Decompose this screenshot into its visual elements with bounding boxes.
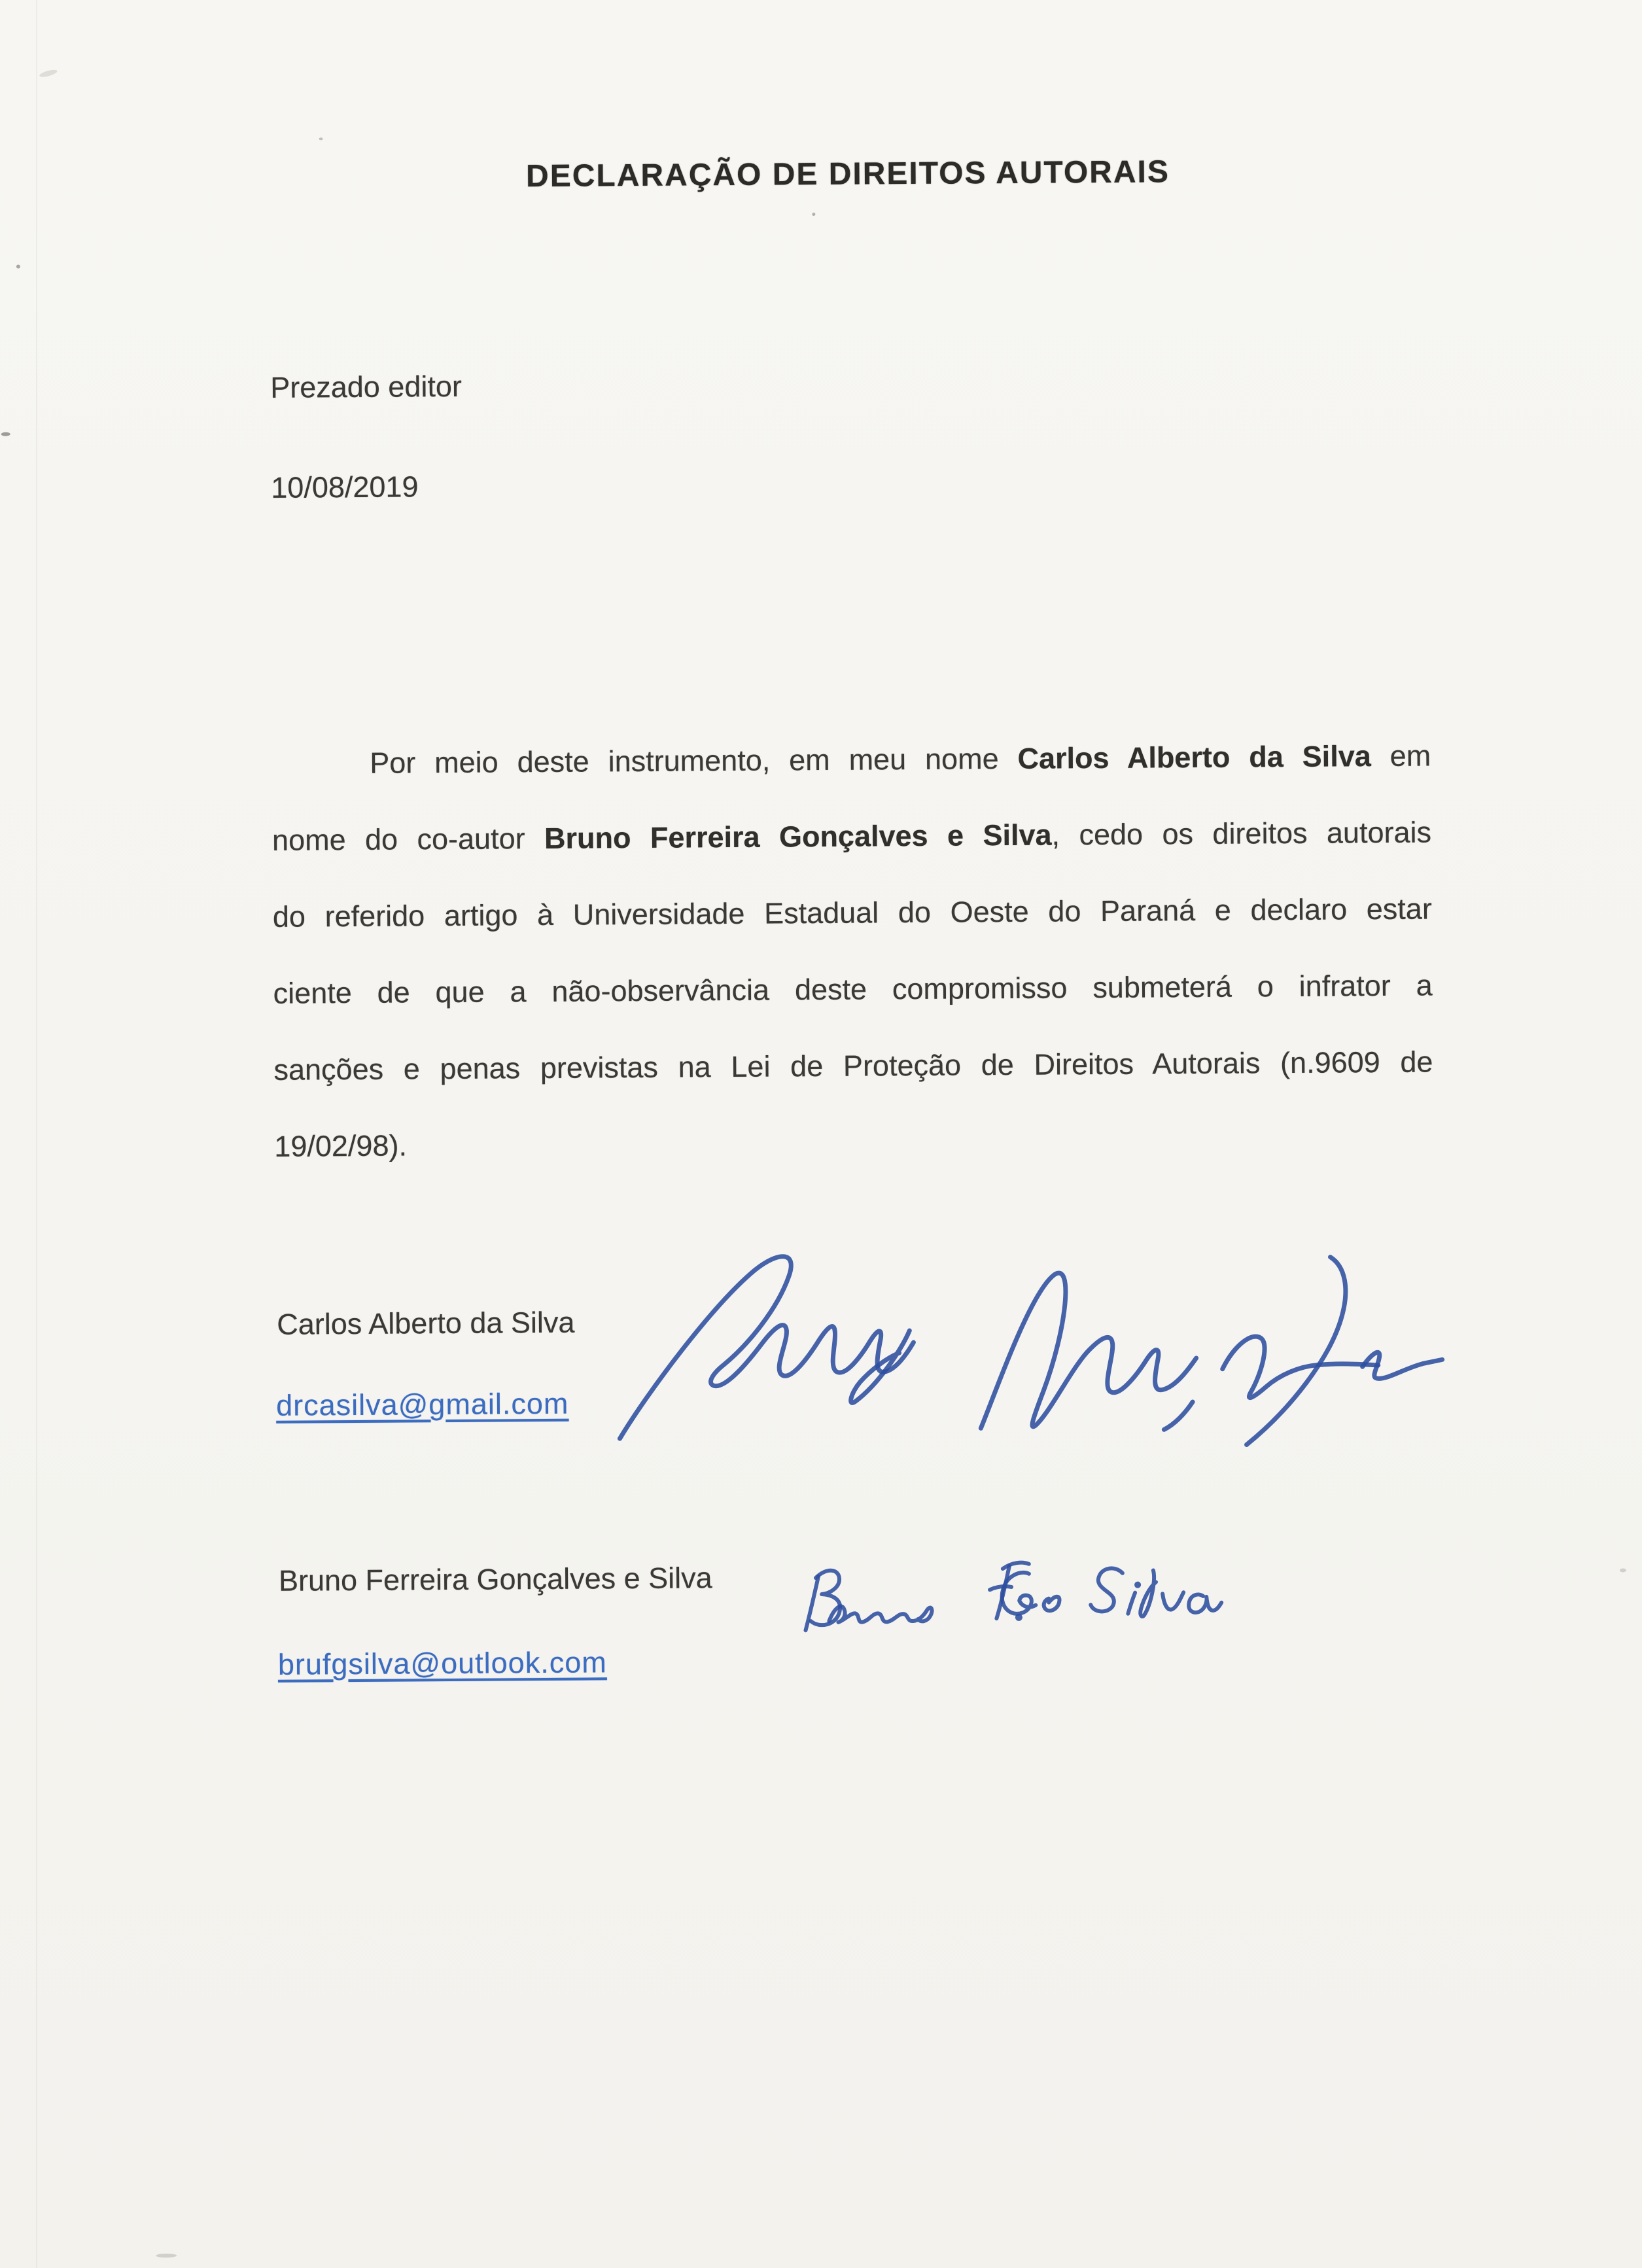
scanner-edge-line	[36, 0, 37, 2268]
paragraph-line-1: Por meio deste instrumento, em meu nome Carlos Alberto da Silva em	[370, 739, 1431, 780]
handwritten-signature-carlos	[613, 1229, 1445, 1454]
salutation-line: Prezado editor	[270, 369, 463, 404]
handwritten-signature-bruno	[792, 1554, 1225, 1643]
scan-artifact	[1620, 1568, 1626, 1572]
signer-email-link-carlos[interactable]: drcasilva@gmail.com	[275, 1386, 569, 1422]
signer-name-carlos: Carlos Alberto da Silva	[277, 1305, 575, 1341]
scan-artifact	[319, 137, 323, 140]
paragraph-line-4: ciente de que a não-observância deste compromisso submeterá o infrator a	[273, 968, 1433, 1010]
scan-artifact	[39, 69, 58, 79]
document-title: DECLARAÇÃO DE DIREITOS AUTORAIS	[525, 154, 1170, 194]
signer-name-bruno: Bruno Ferreira Gonçalves e Silva	[278, 1561, 712, 1597]
paragraph-line-6: 19/02/98).	[274, 1128, 408, 1163]
signer-email-link-bruno[interactable]: brufgsilva@outlook.com	[277, 1645, 607, 1681]
scan-artifact	[1, 432, 10, 436]
paragraph-line-3: do referido artigo à Universidade Estadual do Oeste do Paraná e declaro estar	[272, 892, 1433, 933]
paragraph-line-5: sanções e penas previstas na Lei de Proteção de Direitos Autorais (n.9609 de	[273, 1045, 1433, 1087]
paragraph-line-2: nome do co-autor Bruno Ferreira Gonçalves e Silva, cedo os direitos autorais	[271, 815, 1432, 857]
scan-artifact	[156, 2254, 177, 2258]
date-line: 10/08/2019	[271, 470, 419, 504]
scan-artifact	[16, 265, 20, 269]
scan-artifact	[812, 213, 815, 216]
declaration-paragraph	[271, 717, 1434, 1184]
